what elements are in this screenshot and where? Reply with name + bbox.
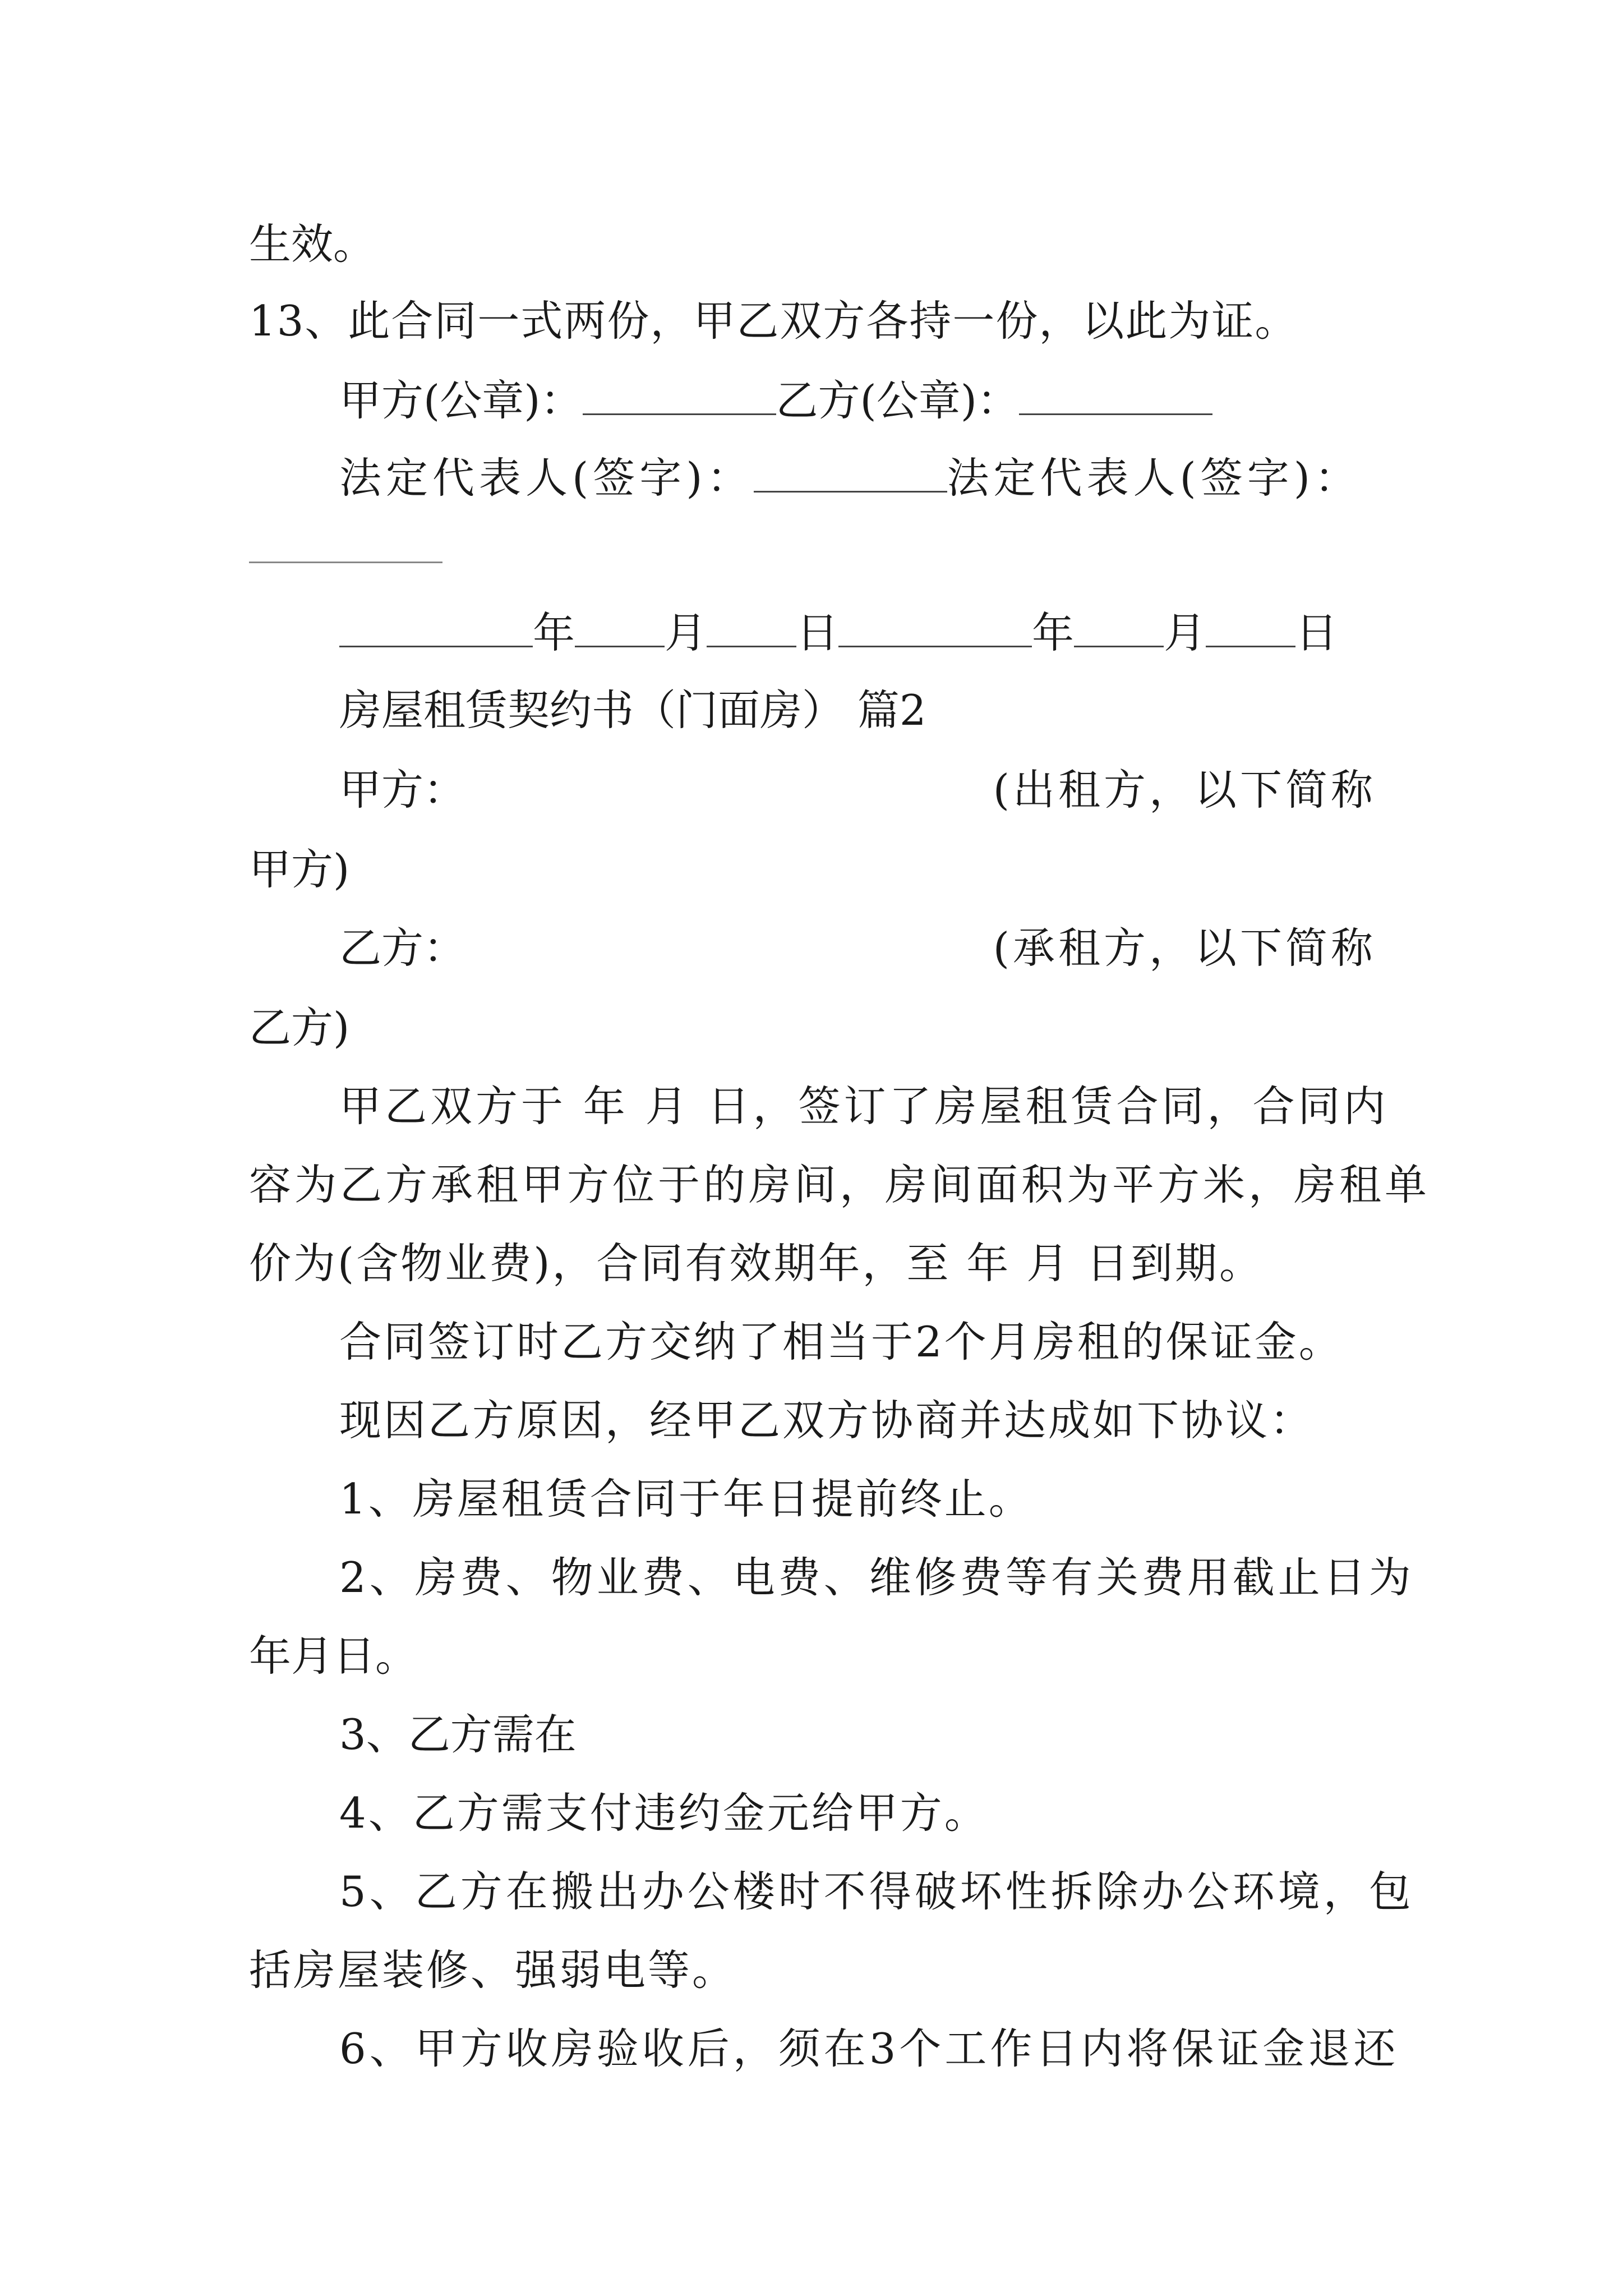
party-a-line (339, 762, 1376, 818)
item-3: 3、乙方需在 (339, 1710, 577, 1759)
date-b-day-label: 日 (1295, 608, 1338, 657)
party-a-seal-blank (583, 373, 776, 415)
item-6-line-1: 6、甲方收房验收后，须在3个工作日内将保证金退还 (339, 2024, 1399, 2073)
item-2-line-2: 年月日。 (249, 1631, 418, 1681)
party-a-rep-blank (754, 450, 947, 493)
party-b-cont: 乙方) (249, 1003, 350, 1052)
clause-13-text: 13、此合同一式两份，甲乙双方各持一份，以此为证。 (249, 296, 1298, 346)
para-1-line-2: 容为乙方承租甲方位于的房间，房间面积为平方米，房租单 (249, 1160, 1431, 1209)
seal-line (339, 372, 1623, 429)
date-a-year-label: 年 (533, 608, 575, 657)
party-b-rep-blank (249, 521, 442, 563)
item-1: 1、房屋租赁合同于年日提前终止。 (339, 1474, 1033, 1524)
date-b-month-label: 月 (1164, 608, 1206, 657)
rep-continuation (249, 521, 1623, 577)
date-a-year-blank (339, 605, 533, 647)
party-a-seal-label: 甲方(公章)： (339, 376, 583, 425)
date-a-day-blank (707, 605, 796, 647)
line-effective: 生效。 (249, 219, 376, 269)
date-a-day-label: 日 (796, 608, 839, 657)
para-1-line-1: 甲乙双方于 年 月 日，签订了房屋租赁合同，合同内 (339, 1082, 1389, 1131)
section-title: 房屋租赁契约书（门面房） 篇2 (339, 685, 926, 735)
party-b-seal-blank (1019, 373, 1212, 415)
clause-13 (249, 293, 1376, 349)
party-b-label: 乙方： (339, 923, 466, 973)
party-a-cont: 甲方) (249, 845, 350, 894)
party-b-line (339, 920, 1376, 976)
date-b-year-label: 年 (1032, 608, 1075, 657)
para-1-line-3: 价为(含物业费)，合同有效期年，至 年 月 日到期。 (249, 1239, 1264, 1288)
date-line (339, 605, 1623, 661)
party-b-rep-label: 法定代表人(签字)： (947, 453, 1362, 503)
date-a-month-blank (575, 605, 665, 647)
para-3: 现因乙方原因，经甲乙双方协商并达成如下协议： (339, 1396, 1315, 1445)
item-5-line-1: 5、乙方在搬出办公楼时不得破坏性拆除办公环境，包 (339, 1867, 1414, 1916)
date-b-month-blank (1074, 605, 1164, 647)
item-2-line-1: 2、房费、物业费、电费、维修费等有关费用截止日为 (339, 1553, 1414, 1602)
party-a-label: 甲方： (339, 765, 466, 815)
party-a-rep-label: 法定代表人(签字)： (339, 453, 754, 503)
date-a-month-label: 月 (665, 608, 707, 657)
para-2: 合同签订时乙方交纳了相当于2个月房租的保证金。 (339, 1317, 1343, 1366)
item-5-line-2: 括房屋装修、强弱电等。 (249, 1945, 737, 1995)
party-b-seal-label: 乙方(公章)： (776, 376, 1020, 425)
date-b-day-blank (1206, 605, 1295, 647)
date-b-year-blank (838, 605, 1032, 647)
representative-line (339, 450, 1623, 506)
party-a-desc: (出租方，以下简称 (993, 765, 1376, 815)
item-4: 4、乙方需支付违约金元给甲方。 (339, 1788, 989, 1838)
party-b-desc: (承租方，以下简称 (993, 923, 1376, 973)
